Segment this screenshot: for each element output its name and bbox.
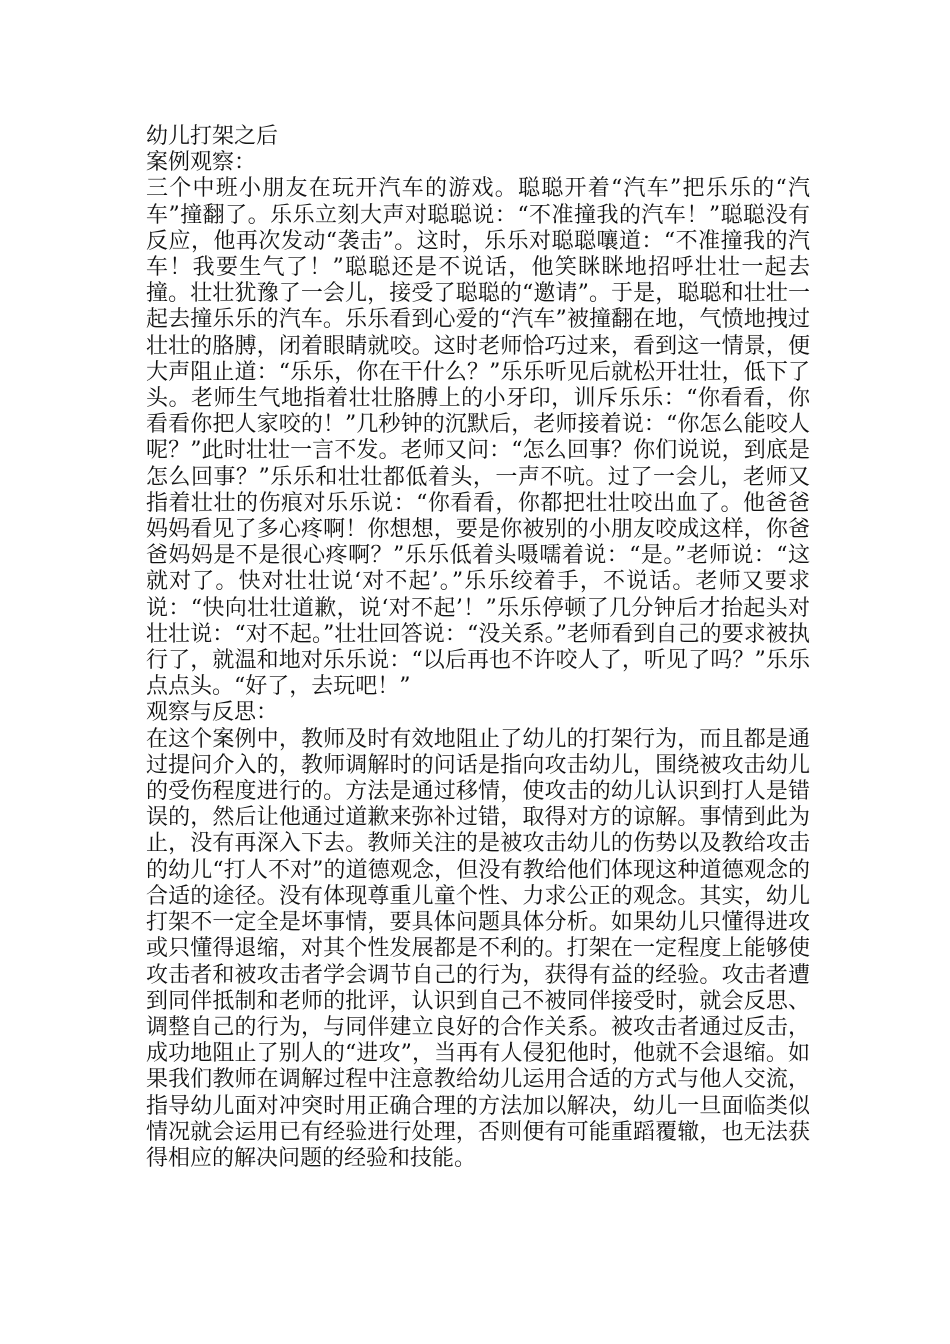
- case-observation-paragraph: 三个中班小朋友在玩开汽车的游戏。聪聪开着“汽车”把乐乐的“汽车”撞翻了。乐乐立刻大声对聪聪说：“不准撞我的汽车！”聪聪没有反应，他再次发动“袭击”。这时，乐乐对聪聪嚷道：“不准撞我的汽车！我要生气了！”聪聪还是不说话，他笑眯眯地招呼壮壮一起去撞。壮壮犹豫了一会儿，接受了聪聪的“邀请”。于是，聪聪和壮壮一起去撞乐乐的汽车。乐乐看到心爱的“汽车”被撞翻在地，气愤地拽过壮壮的胳膊，闭着眼睛就咬。这时老师恰巧过来，看到这一情景，便大声阻止道：“乐乐，你在干什么？”乐乐听见后就松开壮壮，低下了头。老师生气地指着壮壮胳膊上的小牙印，训斥乐乐：“你看看，你看看你把人家咬的！”几秒钟的沉默后，老师接着说：“你怎么能咬人呢？”此时壮壮一言不发。老师又问：“怎么回事？你们说说，到底是怎么回事？”乐乐和壮壮都低着头，一声不吭。过了一会儿，老师又指着壮壮的伤痕对乐乐说：“你看看，你都把壮壮咬出血了。他爸爸妈妈看见了多心疼啊！你想想，要是你被别的小朋友咬成这样，你爸爸妈妈是不是很心疼啊？”乐乐低着头嗫嚅着说：“是。”老师说：“这就对了。快对壮壮说‘对不起’。”乐乐绞着手，不说话。老师又要求说：“快向壮壮道歉，说‘对不起’！”乐乐停顿了几分钟后才抬起头对壮壮说：“对不起。”壮壮回答说：“没关系。”老师看到自己的要求被执行了，就温和地对乐乐说：“以后再也不许咬人了，听见了吗？”乐乐点点头。“好了，去玩吧！”: [146, 176, 810, 700]
- section-heading-reflection: 观察与反思：: [146, 700, 279, 726]
- document-title: 幼儿打架之后: [146, 124, 279, 149]
- document-content: [146, 124, 810, 1172]
- reflection-paragraph: 在这个案例中，教师及时有效地阻止了幼儿的打架行为，而且都是通过提问介入的，教师调解时的问话是指向攻击幼儿，围绕被攻击幼儿的受伤程度进行的。方法是通过移情，使攻击的幼儿认识到打人是错误的，然后让他通过道歉来弥补过错，取得对方的谅解。事情到此为止，没有再深入下去。教师关注的是被攻击幼儿的伤势以及教给攻击的幼儿“打人不对”的道德观念，但没有教给他们体现这种道德观念的合适的途径。没有体现尊重儿童个性、力求公正的观念。其实，幼儿打架不一定全是坏事情，要具体问题具体分析。如果幼儿只懂得进攻或只懂得退缩，对其个性发展都是不利的。打架在一定程度上能够使攻击者和被攻击者学会调节自己的行为，获得有益的经验。攻击者遭到同伴抵制和老师的批评，认识到自己不被同伴接受时，就会反思、调整自己的行为，与同伴建立良好的合作关系。被攻击者通过反击，成功地阻止了别人的“进攻”，当再有人侵犯他时，他就不会退缩。如果我们教师在调解过程中注意教给幼儿运用合适的方式与他人交流，指导幼儿面对冲突时用正确合理的方法加以解决，幼儿一旦面临类似情况就会运用已有经验进行处理，否则便有可能重蹈覆辙，也无法获得相应的解决问题的经验和技能。: [146, 726, 810, 1171]
- section-heading-case-observation: 案例观察：: [146, 150, 257, 176]
